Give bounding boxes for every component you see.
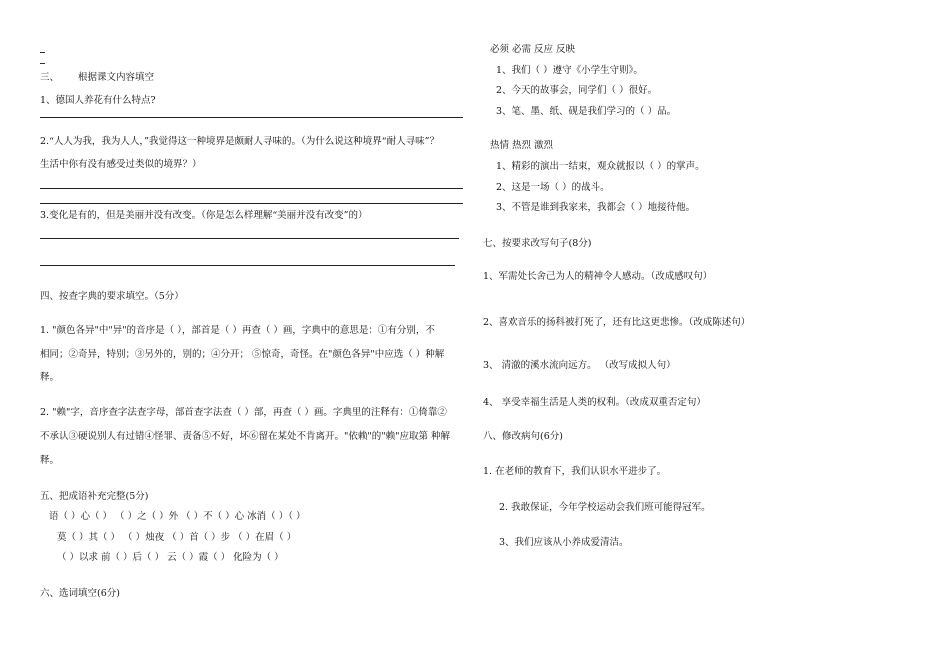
fill-6: 3、不管是谁到我家来，我都会（ ）地接待他。	[496, 202, 696, 213]
dict-q1-line-1: 1. "颜色各异"中"异"的音序是（ ），部首是（ ）再查（ ）画，字典中的意思是：①有分别，不	[40, 325, 435, 336]
rewrite-3: 3、 清澈的溪水流向远方。 （改写成拟人句）	[483, 360, 676, 371]
section-6-title: 六、选词填空(6分)	[40, 588, 120, 599]
answer-line	[40, 265, 455, 266]
fill-1: 1、我们（ ）遵守《小学生守则》。	[496, 65, 643, 76]
answer-line	[40, 117, 463, 118]
fill-3: 3、笔、墨、纸、砚是我们学习的（ ）品。	[496, 106, 677, 117]
section-8-title: 八、修改病句(6分)	[483, 431, 563, 442]
fill-5: 2、这是一场（ ）的战斗。	[496, 182, 610, 193]
dict-q1-line-3: 释。	[40, 372, 60, 383]
answer-line	[40, 188, 463, 189]
dict-q2-line-2: 不承认③硬说别人有过错④怪罪、责备⑤不好，坏⑥留在某处不肯离开。"依赖"的"赖"应取第 种解	[40, 431, 450, 442]
word-choices-1: 必须 必需 反应 反映	[490, 44, 576, 55]
correct-2: 2. 我敢保证，今年学校运动会我们班可能得冠军。	[499, 502, 711, 513]
section-5-title: 五、把成语补充完整(5分)	[40, 491, 149, 502]
question-3: 3.变化是有的，但是美丽并没有改变。（你是怎么样理解“美丽并没有改变”的）	[40, 210, 368, 221]
idiom-row: （ ）以求 前（ ）后（ ） 云（ ）霞（ ） 化险为（ ）	[57, 552, 284, 563]
rewrite-4: 4、 享受幸福生活是人类的权利。（改成双重否定句）	[483, 397, 706, 408]
answer-line	[40, 203, 463, 204]
question-2-line-2: 生活中你有没有感受过类似的境界？）	[40, 159, 202, 170]
section-3-title: 根据课文内容填空	[78, 72, 155, 83]
question-2-line-1: 2.“人人为我，我为人人，”我觉得这一种境界是颇耐人寻味的。（为什么说这种境界“耐人寻味”？	[40, 136, 439, 147]
correct-3: 3、我们应该从小养成爱清洁。	[499, 537, 629, 548]
idiom-row: 语（ ）心（ ） （ ）之（ ）外 （ ）不（ ）心 冰消（ ）（ ）	[49, 511, 306, 522]
dict-q2-line-3: 释。	[40, 455, 60, 466]
rewrite-2: 2、喜欢音乐的扬科被打死了，还有比这更悲惨。（改成陈述句）	[483, 317, 751, 328]
fill-4: 1、精彩的演出一结束，观众就报以（ ）的掌声。	[496, 161, 705, 172]
idiom-row: 莫（ ）其（ ） （ ）烛夜 （ ）首（ ）步 （ ）在眉（ ）	[57, 532, 297, 543]
section-4-title: 四、按查字典的要求填空。（5分）	[40, 291, 184, 302]
margin-mark	[40, 63, 45, 64]
word-choices-2: 热情 热烈 激烈	[490, 140, 554, 151]
question-1: 1、德国人养花有什么特点?	[40, 95, 156, 106]
dict-q1-line-2: 相同；②奇异，特别；③另外的，别的；④分开； ⑤惊奇，奇怪。在"颜色各异"中应选（ ）种解	[40, 349, 445, 360]
rewrite-1: 1、军需处长舍己为人的精神令人感动。（改成感叹句）	[483, 271, 713, 282]
margin-mark	[40, 52, 45, 53]
section-7-title: 七、按要求改写句子(8分)	[483, 238, 592, 249]
answer-line	[40, 238, 459, 239]
section-3-number: 三、	[40, 72, 60, 83]
fill-2: 2、今天的故事会，同学们（ ）很好。	[496, 85, 658, 96]
correct-1: 1. 在老师的教育下，我们认识水平进步了。	[483, 466, 667, 477]
dict-q2-line-1: 2. "赖"字，音序查字法查字母，部首查字法查（ ）部，再查（ ）画。字典里的注释有：①倚靠②	[40, 407, 447, 418]
